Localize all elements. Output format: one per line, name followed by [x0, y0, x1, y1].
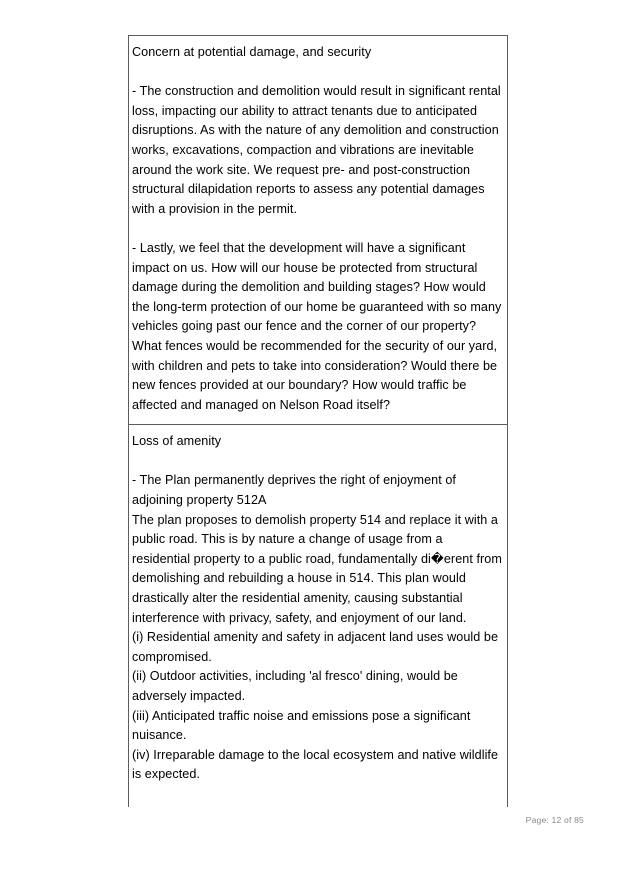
- table-row: [128, 425, 508, 807]
- section-heading-concern: Concern at potential damage, and security: [132, 45, 372, 59]
- list-item-i: (i) Residential amenity and safety in adjacent land uses would be compromised.: [132, 630, 502, 664]
- paragraph-public-road-change: The plan proposes to demolish property 514 and replace it with a public road. This is by nature a change of usage from a residential property to a public road, fundamentally di�erent from demolishing and rebuilding a house in 514. This plan would drastically alter the residential amenity, causing substantial interference with privacy, safety, and enjoyment of our land.: [132, 512, 506, 625]
- list-item-iii: (iii) Anticipated traffic noise and emissions pose a significant nuisance.: [132, 708, 474, 743]
- paragraph-spacer: [132, 219, 503, 239]
- table-cell-concern: [128, 35, 508, 425]
- list-item-iv: (iv) Irreparable damage to the local ecosystem and native wildlife is expected.: [132, 747, 502, 782]
- paragraph-spacer: [132, 452, 503, 472]
- paragraph-rental-loss: - The construction and demolition would result in significant rental loss, impacting our ability to attract tenants due to anticipated disruptions. As with the nature of any demolition and construction works, excavations, compaction and vibrations are inevitable around the work site. We request pre- and post-construction structural dilapidation reports to assess any potential damages with a provision in the permit.: [132, 84, 505, 216]
- table-cell-loss-of-amenity: [128, 425, 508, 807]
- paragraph-spacer: [132, 63, 503, 83]
- page-number-footer: Page: 12 of 85: [525, 815, 584, 825]
- submission-table: [128, 35, 508, 807]
- table-row: [128, 35, 508, 425]
- paragraph-deprives-enjoyment: - The Plan permanently deprives the right of enjoyment of adjoining property 512A: [132, 473, 460, 508]
- list-item-ii: (ii) Outdoor activities, including 'al fresco' dining, would be adversely impacted.: [132, 669, 462, 703]
- paragraph-development-impact: - Lastly, we feel that the development will have a significant impact on us. How will our house be protected from structural damage during the demolition and building stages? How would the long-term protection of our home be guaranteed with so many vehicles going past our fence and the corner of our property? What fences would be recommended for the security of our yard, with children and pets to take into consideration? Would there be new fences provided at our boundary? How would traffic be affected and managed on Nelson Road itself?: [132, 240, 505, 412]
- section-heading-loss-of-amenity: Loss of amenity: [132, 434, 222, 449]
